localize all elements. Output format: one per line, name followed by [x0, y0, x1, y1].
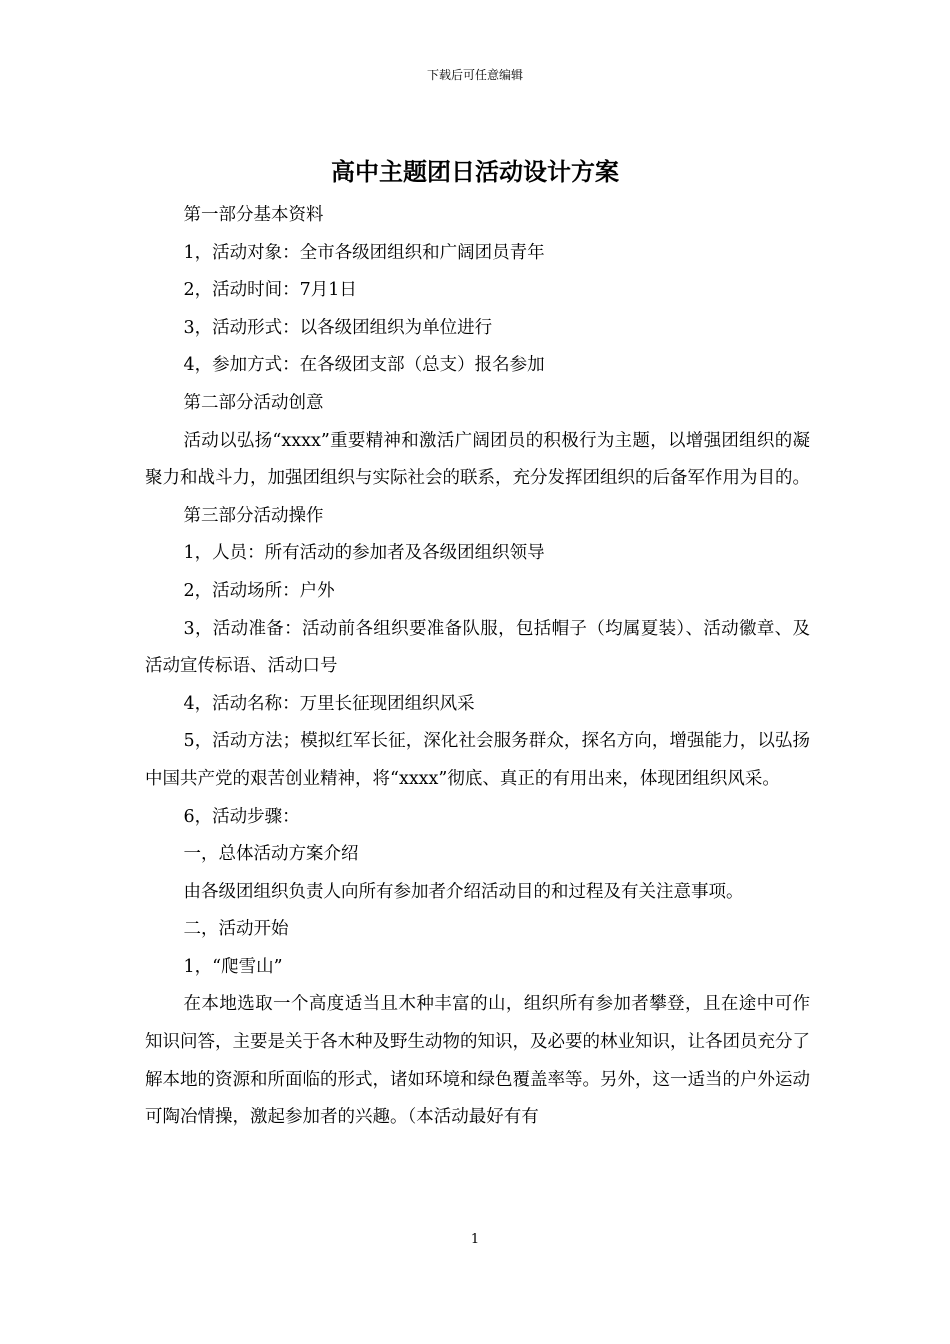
- paragraph: 活动以弘扬“xxxx”重要精神和激活广阔团员的积极行为主题，以增强团组织的凝聚力和战斗力，加强团组织与实际社会的联系，充分发挥团组织的后备军作用为目的。: [145, 430, 810, 489]
- paragraph: 2，活动时间：7月1日: [183, 280, 357, 301]
- paragraph: 3，活动准备：活动前各组织要准备队服，包括帽子（均属夏装）、活动徽章、及活动宣传标语、活动口号: [145, 618, 810, 677]
- page-number: 1: [470, 1232, 480, 1247]
- paragraph: 在本地选取一个高度适当且木种丰富的山，组织所有参加者攀登，且在途中可作知识问答，主要是关于各木种及野生动物的知识，及必要的林业知识，让各团员充分了解本地的资源和所面临的形式，诸如环境和绿色覆盖率等。另外，这一适当的户外运动可陶冶情操，激起参加者的兴趣。（本活动最好有有: [145, 994, 810, 1128]
- page-header-note: 下载后可任意编辑: [426, 68, 523, 82]
- paragraph: 由各级团组织负责人向所有参加者介绍活动目的和过程及有关注意事项。: [183, 881, 744, 902]
- paragraph: 一，总体活动方案介绍: [183, 844, 359, 865]
- paragraph: 6，活动步骤：: [183, 806, 300, 827]
- paragraph: 1，人员：所有活动的参加者及各级团组织领导: [183, 543, 545, 564]
- paragraph: 4，活动名称：万里长征现团组织风采: [183, 693, 475, 714]
- paragraph: 5，活动方法；模拟红军长征，深化社会服务群众，探名方向，增强能力，以弘扬中国共产党的艰苦创业精神，将“xxxx”彻底、真正的有用出来，体现团组织风采。: [145, 731, 810, 789]
- paragraph: 1，活动对象：全市各级团组织和广阔团员青年: [183, 242, 545, 263]
- section-heading-3: 第三部分活动操作: [183, 505, 324, 526]
- section-heading-2: 第二部分活动创意: [183, 392, 324, 413]
- document-title: 高中主题团日活动设计方案: [331, 158, 619, 186]
- paragraph: 3，活动形式：以各级团组织为单位进行: [183, 317, 493, 338]
- document-body: [145, 197, 810, 1137]
- paragraph: 4，参加方式：在各级团支部（总支）报名参加: [183, 355, 545, 376]
- section-heading-1: 第一部分基本资料: [183, 205, 324, 225]
- paragraph: 1，“爬雪山”: [183, 956, 283, 977]
- paragraph: 二，活动开始: [183, 919, 289, 940]
- paragraph: 2，活动场所：户外: [183, 580, 335, 601]
